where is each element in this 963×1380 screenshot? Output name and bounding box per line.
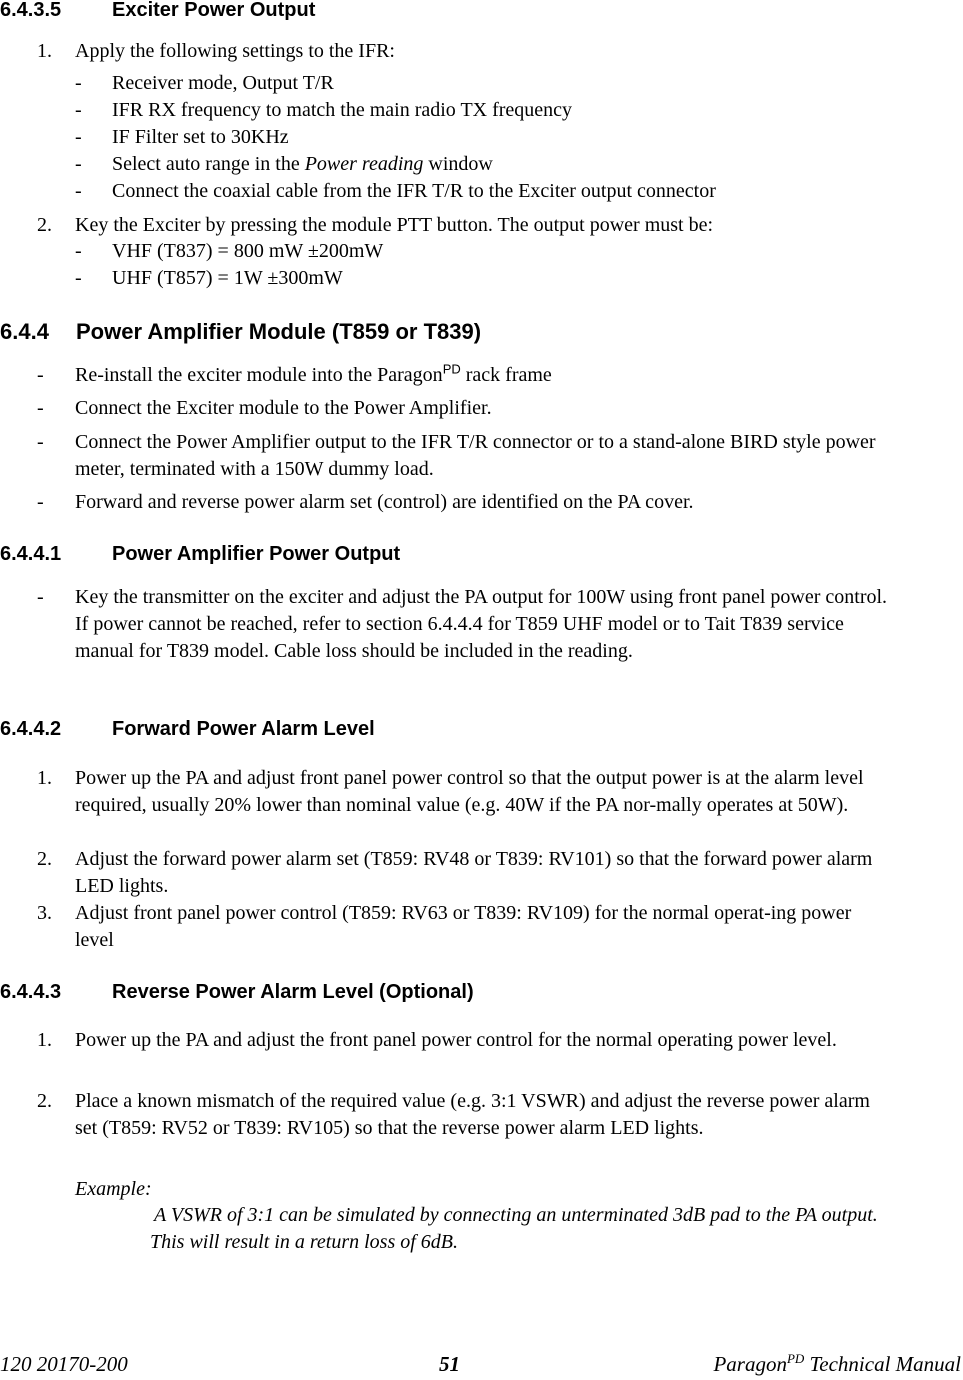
list-item: Apply the following settings to the IFR: [75,40,395,62]
list-number: 3. [37,902,52,924]
list-dash: - [37,397,44,419]
list-number: 2. [37,848,52,870]
list-dash: - [75,180,82,202]
section-number: 6.4.4.1 [0,543,62,565]
list-item: Adjust front panel power control (T859: RV63 or T839: RV109) for the normal operat-ing power level [75,902,852,951]
section-heading-6-4-4-1 [0,543,400,566]
section-number: 6.4.4.2 [0,718,62,740]
list-item: Key the Exciter by pressing the module PTT button. The output power must be: [75,214,714,236]
list-dash: - [37,586,44,608]
list-number: 1. [37,1029,52,1051]
footer-manual-title: Paragon$^{PD}$ Technical Manual [713,1351,961,1376]
section-title: Forward Power Alarm Level [112,718,375,740]
list-item: IF Filter set to 30KHz [112,126,289,148]
list-number: 2. [37,1090,52,1112]
list-number: 2. [37,214,52,236]
list-item: Select auto range in the Power reading window [112,153,493,175]
section-heading-6-4-4-3 [0,981,474,1004]
example-label: Example: [75,1178,152,1200]
footer-doc-number: 120 20170-200 [0,1352,128,1376]
list-dash: - [75,99,82,121]
list-item: Connect the Exciter module to the Power Amplifier. [75,397,492,419]
section-title: Power Amplifier Power Output [112,543,401,565]
list-item: VHF (T837) = 800 mW ±200mW [112,240,384,262]
list-item: Connect the Power Amplifier output to the IFR T/R connector or to a stand-alone BIRD style power meter, terminated with a 150W dummy load. [75,431,876,480]
list-dash: - [75,126,82,148]
list-item: IFR RX frequency to match the main radio TX frequency [112,99,573,121]
list-dash: - [75,72,82,94]
list-item: Place a known mismatch of the required value (e.g. 3:1 VSWR) and adjust the reverse power alarm set (T859: RV52 or T839: RV105) so that the reverse power alarm LED lights. [75,1090,870,1139]
list-item: Connect the coaxial cable from the IFR T/R to the Exciter output connector [112,180,716,202]
section-number: 6.4.4.3 [0,981,62,1003]
section-heading-6-4-4 [0,319,481,345]
list-item: Adjust the forward power alarm set (T859: RV48 or T839: RV101) so that the forward power alarm LED lights. [75,848,873,897]
list-dash: - [75,240,82,262]
list-number: 1. [37,40,52,62]
section-title: Reverse Power Alarm Level (Optional) [112,981,474,1003]
list-item: Receiver mode, Output T/R [112,72,334,94]
list-dash: - [37,364,44,386]
section-number: 6.4.4 [0,319,49,344]
list-item: Power up the PA and adjust front panel power control so that the output power is at the alarm level required, usually 20% lower than nominal value (e.g. 40W if the PA nor-mally operates at 50W). [75,767,864,816]
section-heading-6-4-3-5 [0,0,315,22]
list-number: 1. [37,767,52,789]
section-title: Exciter Power Output [112,0,316,21]
example-text: A VSWR of 3:1 can be simulated by connecting an unterminated 3dB pad to the PA output. This will result in a return loss of 6dB. [150,1204,878,1253]
list-dash: - [75,153,82,175]
list-item: Key the transmitter on the exciter and adjust the PA output for 100W using front panel power control. If power cannot be reached, refer to section 6.4.4.4 for T859 UHF model or to Tait T839 service manual for T839 model. Cable loss should be included in the reading. [75,586,888,662]
list-dash: - [75,267,82,289]
list-item: UHF (T857) = 1W ±300mW [112,267,343,289]
section-number: 6.4.3.5 [0,0,62,21]
section-title: Power Amplifier Module (T859 or T839) [76,319,482,344]
list-dash: - [37,431,44,453]
section-heading-6-4-4-2 [0,718,375,741]
footer-page-number: 51 [439,1352,460,1376]
list-item: Forward and reverse power alarm set (control) are identified on the PA cover. [75,491,694,513]
list-dash: - [37,491,44,513]
list-item: Re-install the exciter module into the Paragon$^{PD}$ rack frame [75,361,552,386]
list-item: Power up the PA and adjust the front panel power control for the normal operating power level. [75,1029,837,1051]
